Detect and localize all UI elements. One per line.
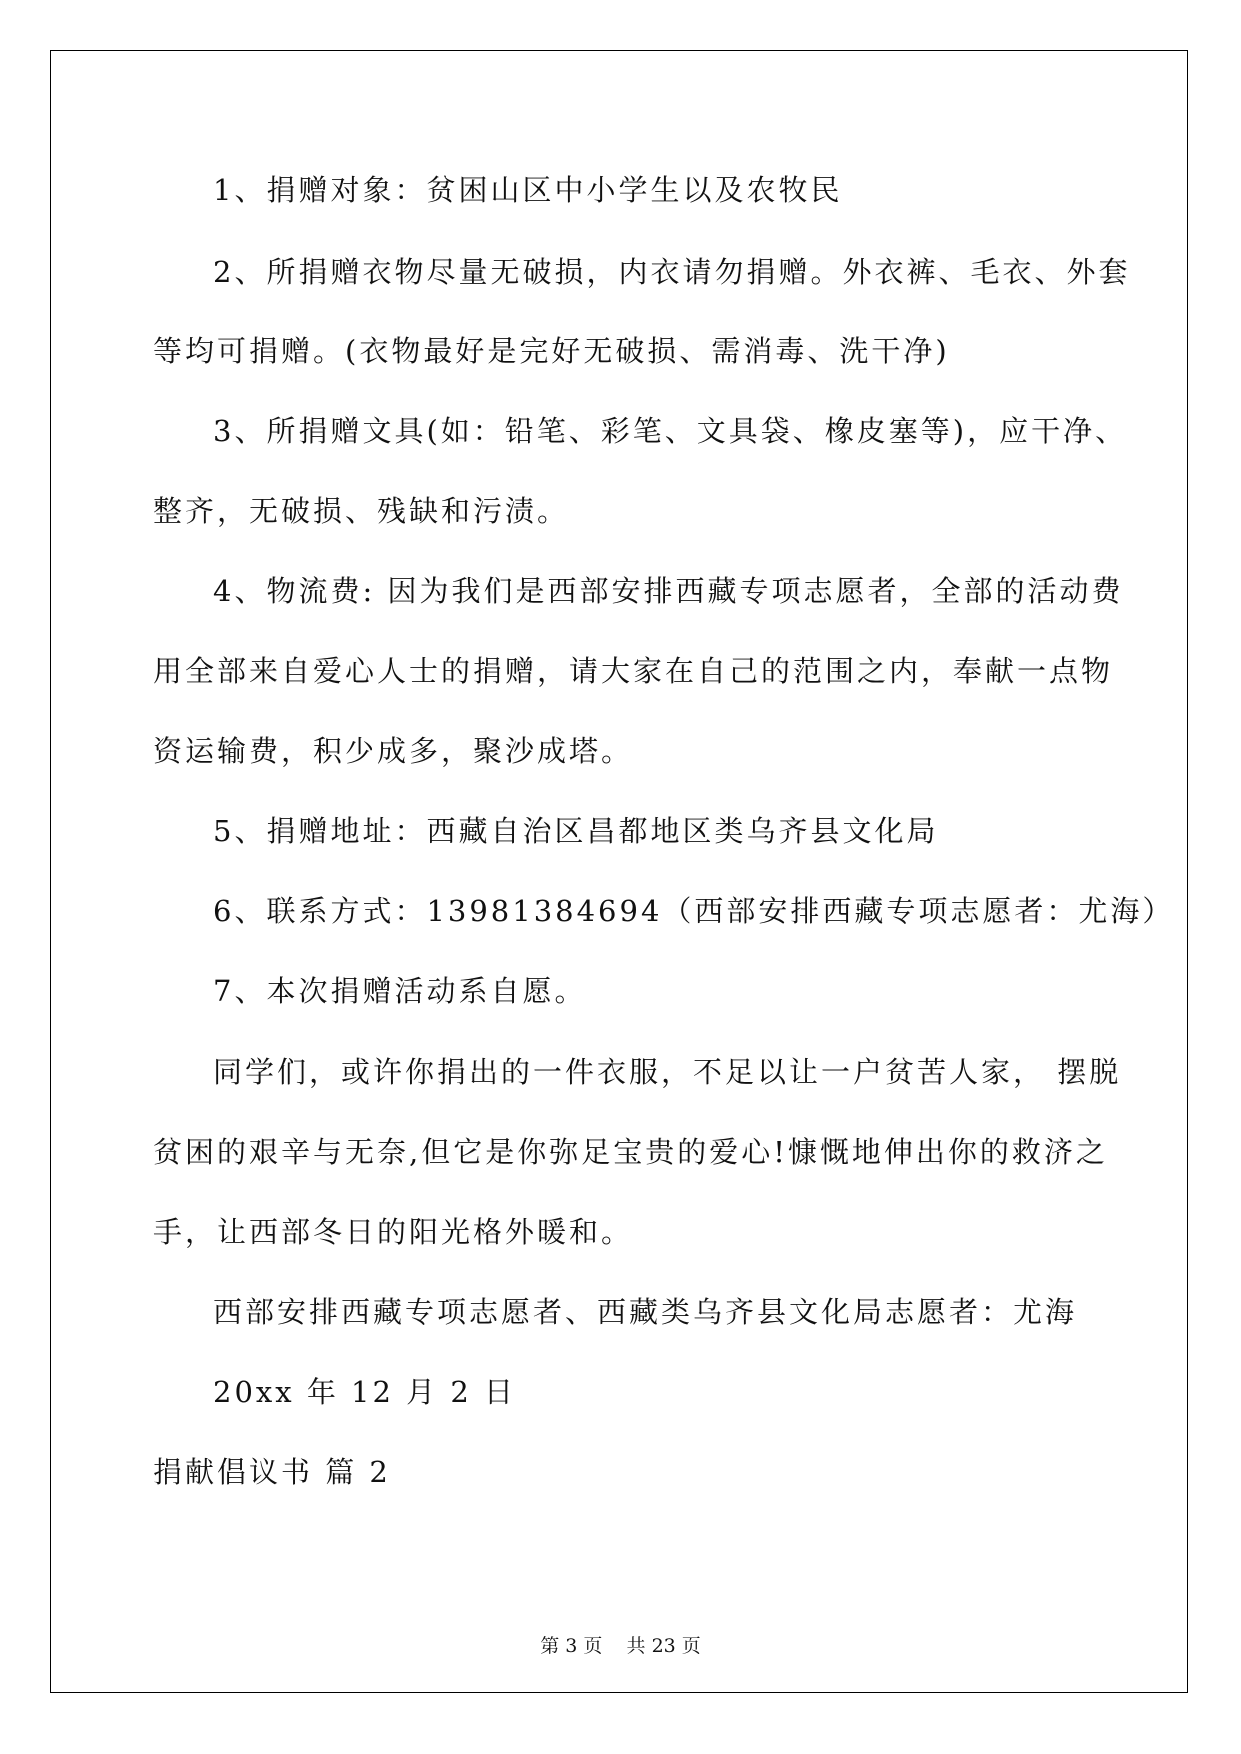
page-border — [50, 50, 1188, 1693]
item-5-address: 5、捐赠地址：西藏自治区昌都地区类乌齐县文化局 — [213, 814, 939, 848]
item-7-voluntary: 7、本次捐赠活动系自愿。 — [213, 974, 587, 1008]
item-4-logistics-line-2: 用全部来自爱心人士的捐赠，请大家在自己的范围之内，奉献一点物 — [153, 654, 1114, 688]
section-title: 捐献倡议书 篇 2 — [153, 1455, 391, 1489]
item-1-donation-target: 1、捐赠对象：贫困山区中小学生以及农牧民 — [213, 173, 843, 207]
appeal-line-1: 同学们，或许你捐出的一件衣服，不足以让一户贫苦人家， 摆脱 — [213, 1055, 1122, 1089]
item-3-stationery-line-2: 整齐，无破损、残缺和污渍。 — [153, 494, 570, 528]
item-4-logistics-line-1: 4、物流费: 因为我们是西部安排西藏专项志愿者，全部的活动费 — [213, 574, 1124, 608]
item-2-clothing-line-1: 2、所捐赠衣物尽量无破损，内衣请勿捐赠。外衣裤、毛衣、外套 — [213, 255, 1131, 289]
item-2-clothing-line-2: 等均可捐赠。(衣物最好是完好无破损、需消毒、洗干净) — [153, 334, 950, 368]
date: 20xx 年 12 月 2 日 — [213, 1375, 517, 1409]
signature: 西部安排西藏专项志愿者、西藏类乌齐县文化局志愿者：尤海 — [213, 1295, 1078, 1329]
item-3-stationery-line-1: 3、所捐赠文具(如：铅笔、彩笔、文具袋、橡皮塞等)，应干净、 — [213, 414, 1128, 448]
appeal-line-3: 手，让西部冬日的阳光格外暖和。 — [153, 1215, 634, 1249]
item-4-logistics-line-3: 资运输费，积少成多，聚沙成塔。 — [153, 734, 634, 768]
appeal-line-2: 贫困的艰辛与无奈,但它是你弥足宝贵的爱心!慷慨地伸出你的救济之 — [153, 1135, 1108, 1169]
page-footer: 第 3 页 共 23 页 — [540, 1635, 701, 1657]
item-6-contact: 6、联系方式：13981384694（西部安排西藏专项志愿者：尤海） — [213, 894, 1175, 928]
